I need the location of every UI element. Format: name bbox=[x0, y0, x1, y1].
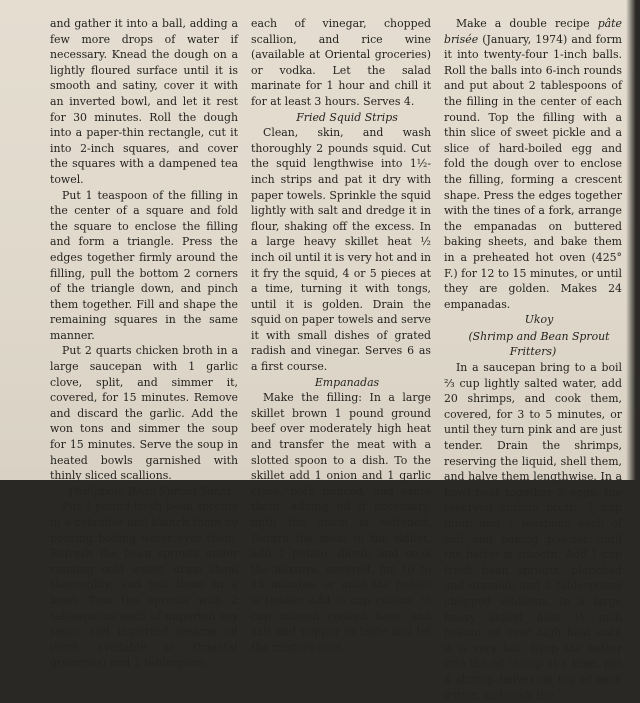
wonton-instructions-continued: and gather it into a ball, adding a few more drops of water if necessary. Knead the dough on a lightly floured surface until it is smooth and satiny, cover it with an inverted bowl, and let it rest for 30 minutes. Roll the dough into a paper-thin rectangle, cut it into 2-inch squares, and cover the squares with a dampened tea towel. bbox=[50, 17, 238, 186]
recipe-title-empanadas: Empanadas bbox=[314, 375, 380, 389]
wonton-folding-paragraph: Put 1 teaspoon of the filling in the center of a square and fold the square to enclose the filling and form a triangle. Press the edges together firmly around the filling, pull the bottom 2 corners of the triangle down, and pinch them together. Fill and shape the remaining squares in the same manner. bbox=[50, 188, 238, 342]
column-right bbox=[444, 16, 622, 703]
bean-sprout-salad-paragraph: Put 1 pound fresh bean sprouts in a colander and blanch them by pouring boiling water over them. Refresh the bean sprouts under running cold water, drain them thoroughly, and put them in a bowl. Toss the sprouts with 2 tablespoons each of imported soy sauce and imported sesame oil (both available at Oriental groceries) and 1 tablespoon bbox=[50, 500, 238, 670]
ukoy-paragraph: In a saucepan bring to a boil ⅔ cup lightly salted water, add 20 shrimps, and cook them, covered, for 3 to 5 minutes, or until they turn pink and are just tender. Drain the shrimps, reserving the liquid, shell them, and halve them lengthwise. In a bowl beat together 2 eggs, the reserved shrimp broth, 1 cup flour, and 1 teaspoon each of salt and baking powder until the batter is smooth. Add 1 cup fresh bean sprouts, blanched and drained, and 3 tablespoons chopped scallions. In a large heavy skillet heat ½ inch peanut oil over high heat until it is very hot. Drop the batter into the oil ¼ cup at a time, put 4 shrimp halves on top of each fritter, and cook the bbox=[444, 361, 622, 702]
column-middle bbox=[251, 16, 431, 655]
empanadas-text-b: (January, 1974) and form it into twenty-four 1-inch balls. Roll the balls into 6-inch rounds and put about 2 tablespoons of the filling in the center of each round. Top the filling with a thin slice of sweet pickle and a slice of hard-boiled egg and fold the dough over to enclose the filling, forming a crescent shape. Press the edges together with the tines of a fork, arrange the empanadas on buttered baking sheets, and bake them in a preheated hot oven (425° F.) for 12 to 15 minutes, or until they are golden. Makes 24 empanadas. bbox=[444, 32, 622, 311]
recipe-title-ukoy: Ukoy bbox=[524, 313, 554, 327]
empanadas-filling-paragraph: Make the filling: In a large skillet brown 1 pound ground beef over moderately high heat and transfer the meat with a slotted spoon to a dish. To the skillet add 1 onion and 1 garlic clove, both minced, and sauté them, adding oil if necessary, until the onion is softened. Return the meat to the skillet, add 1 potato, diced, and cook the mixture, covered, for 10 to 15 minutes, or until the potato is tender. Add ½ cup raisins, ⅓ cup minced cooked ham, and salt and pepper to taste and let the mixture cool. bbox=[251, 391, 431, 654]
recipe-subtitle-ukoy: (Shrimp and Bean Sprout Fritters) bbox=[468, 329, 610, 359]
empanadas-text-a: Make a double recipe bbox=[456, 17, 598, 30]
page-edge-shadow bbox=[626, 0, 640, 480]
bean-sprout-salad-continued: each of vinegar, chopped scallion, and rice wine (available at Oriental groceries) or vodka. Let the salad marinate for 1 hour and chill it for at least 3 hours. Serves 4. bbox=[251, 17, 431, 108]
pate-brisee-term: pâte brisée bbox=[444, 17, 622, 46]
column-left bbox=[50, 16, 238, 671]
recipe-title-bean-sprout-salad: Philippine Bean Sprout Salad bbox=[68, 484, 232, 498]
recipe-title-fried-squid: Fried Squid Strips bbox=[296, 110, 398, 124]
wonton-soup-paragraph: Put 2 quarts chicken broth in a large saucepan with 1 garlic clove, split, and simmer it, covered, for 15 minutes. Remove and discard the garlic. Add the won tons and simmer the soup for 15 minutes. Serve the soup in heated bowls garnished with thinly sliced scallions. bbox=[50, 344, 238, 483]
fried-squid-paragraph: Clean, skin, and wash thoroughly 2 pounds squid. Cut the squid lengthwise into 1½-inch strips and pat it dry with paper towels. Sprinkle the squid lightly with salt and dredge it in flour, shaking off the excess. In a large heavy skillet heat ½ inch oil until it is very hot and in it fry the squid, 4 or 5 pieces at a time, turning it with tongs, until it is golden. Drain the squid on paper towels and serve it with small dishes of grated radish and vinegar. Serves 6 as a first course. bbox=[251, 126, 432, 374]
empanadas-assembly-paragraph bbox=[444, 16, 622, 312]
